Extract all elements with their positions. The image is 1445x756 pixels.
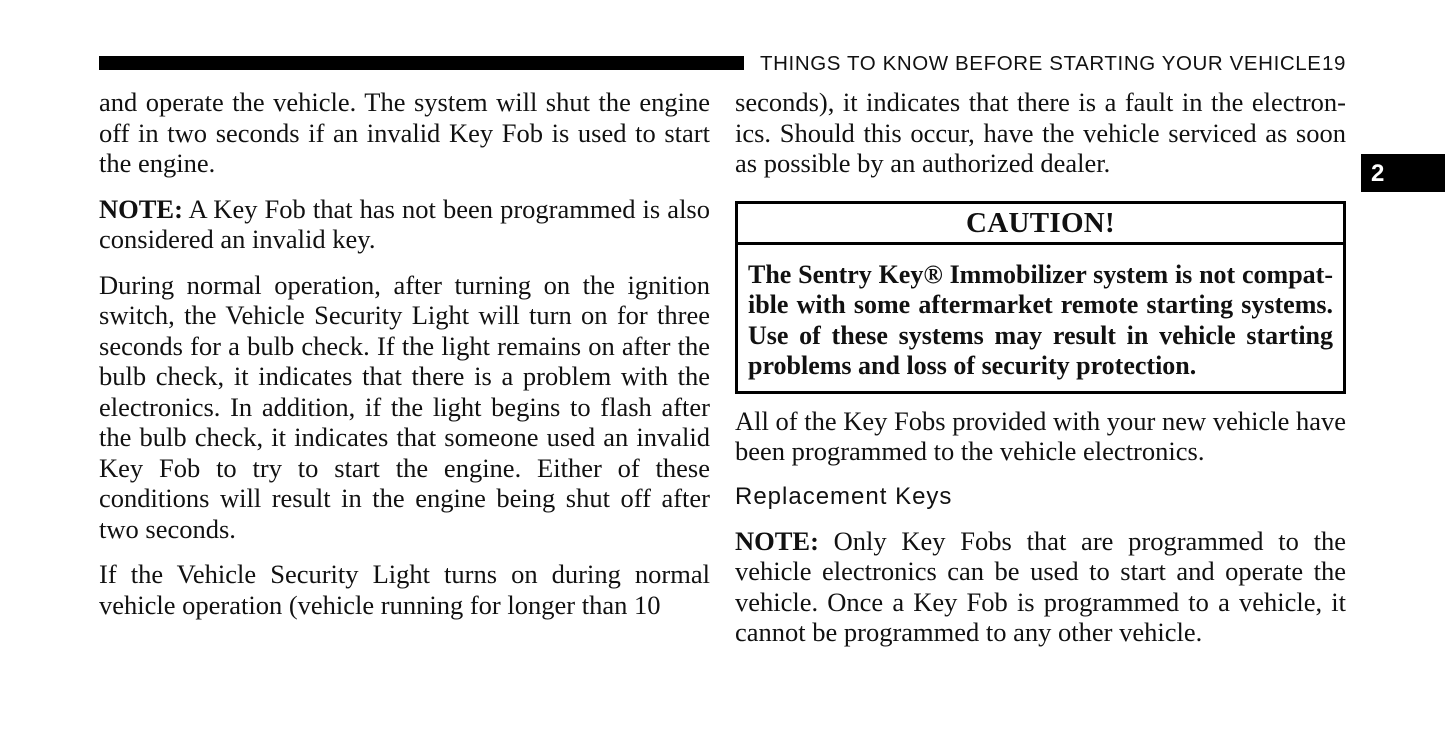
note-replacement [735, 526, 1346, 648]
note-label: NOTE: [735, 525, 819, 556]
section-heading: Replacement Keys [735, 482, 953, 510]
header-rule [99, 56, 744, 70]
note-text: A Key Fob that has not been programmed is also considered an invalid key. [99, 193, 710, 254]
left-column [99, 87, 710, 635]
chapter-tab: 2 [1361, 154, 1445, 192]
paragraph-security-light: If the Vehicle Security Light turns on during normal vehicle operation (vehicle running for longer than 10 [99, 559, 710, 620]
paragraph-fault: seconds), it indicates that there is a fault in the electronics. Should this occur, have the vehicle serviced as soon as possible by an authorized dealer. [735, 87, 1346, 178]
paragraph-key-fobs: All of the Key Fobs provided with your new vehicle have been programmed to the vehicle electronics. [735, 405, 1346, 466]
caution-box [735, 201, 1346, 394]
note-invalid-key [99, 194, 710, 255]
note-text: Only Key Fobs that are programmed to the vehicle electronics can be used to start and operate the vehicle. Once a Key Fob is programmed to a vehicle, it cannot be programmed to any other vehicle. [735, 525, 1346, 647]
running-header [760, 52, 1346, 76]
note-label: NOTE: [99, 193, 183, 224]
right-column [735, 87, 1346, 663]
caution-text: The Sentry Key® Immobilizer system is not compatible with some aftermarket remote starting systems. Use of these systems may result in vehicle starting problems and loss of security protection. [748, 259, 1333, 380]
paragraph-intro: and operate the vehicle. The system will shut the engine off in two seconds if an invalid Key Fob is used to start the engine. [99, 87, 710, 178]
page-number: 19 [1321, 52, 1346, 75]
header-title: THINGS TO KNOW BEFORE STARTING YOUR VEHICLE [760, 52, 1322, 75]
caution-title: CAUTION! [738, 204, 1343, 245]
paragraph-normal-operation: During normal operation, after turning on the ignition switch, the Vehicle Security Light will turn on for three seconds for a bulb check. If the light remains on after the bulb check, it indicates that there is a problem with the electronics. In addition, if the light begins to flash after the bulb check, it indicates that someone used an invalid Key Fob to try to start the engine. Either of these conditions will result in the engine being shut off after two seconds. [99, 269, 710, 544]
